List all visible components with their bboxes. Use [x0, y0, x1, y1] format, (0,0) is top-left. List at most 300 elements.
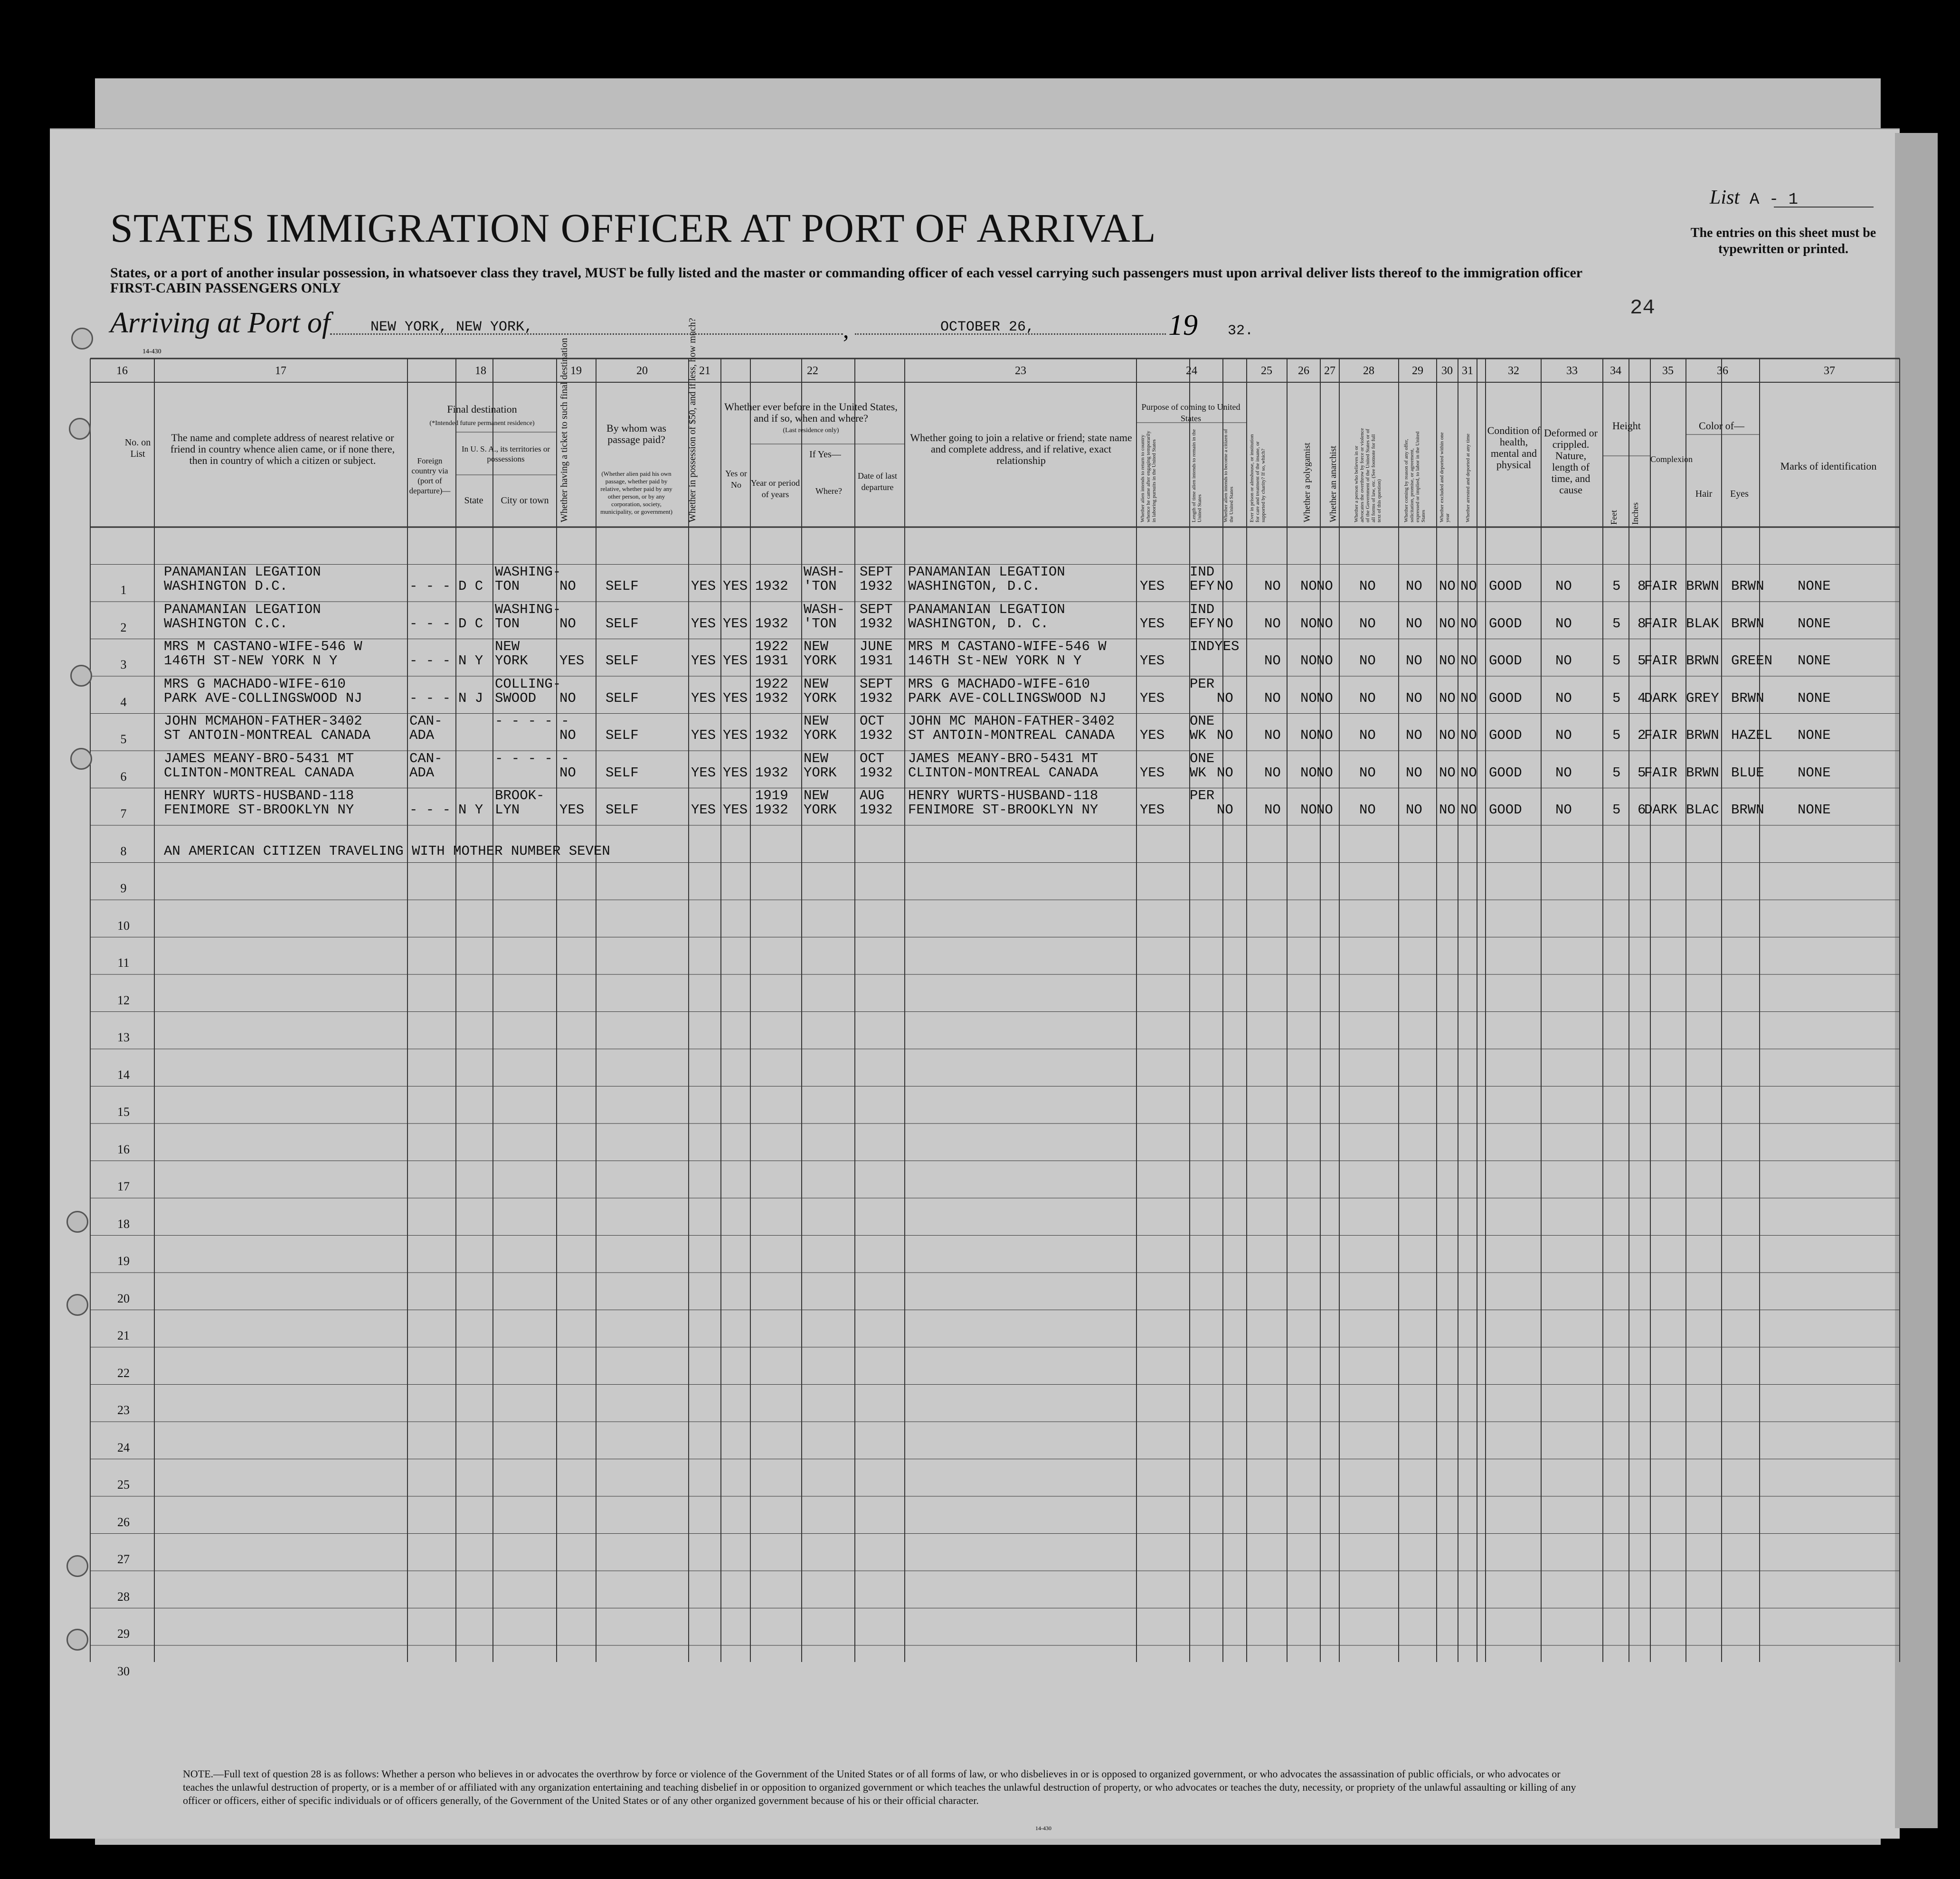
passage-paid-by: SELF [606, 802, 639, 818]
date-departure-1: JUNE [860, 639, 893, 654]
ticket: YES [559, 802, 585, 818]
relative-line-2: 146TH ST-NEW YORK N Y [164, 653, 338, 669]
foreign-country: - - - [409, 802, 451, 818]
ever-in-us: YES [723, 765, 748, 781]
where-2: YORK [804, 653, 837, 669]
where-2: YORK [804, 765, 837, 781]
fifty-dollars: YES [691, 765, 716, 781]
health: GOOD [1489, 690, 1522, 706]
row-number: 13 [117, 1030, 130, 1044]
relative-line-2: CLINTON-MONTREAL CANADA [164, 765, 354, 781]
page-title: STATES IMMIGRATION OFFICER AT PORT OF ARRIVAL [110, 205, 1156, 251]
relative-line-1: PANAMANIAN LEGATION [164, 601, 321, 617]
date-departure-1: AUG [860, 788, 885, 803]
date-departure-2: 1931 [860, 653, 893, 669]
join-relative-2: 146TH St-NEW YORK N Y [908, 653, 1082, 669]
fifty-dollars: YES [691, 615, 716, 632]
purpose-citizen: NO [1217, 578, 1233, 594]
eye-color: BRWN [1731, 802, 1764, 818]
column-number: 16 [116, 365, 128, 377]
eye-color: GREEN [1731, 653, 1773, 669]
purpose-return: YES [1140, 578, 1165, 594]
header-arrested: Whether arrested and deported at any time [1465, 434, 1471, 522]
column-number: 24 [1186, 365, 1197, 377]
fifty-dollars: YES [691, 578, 716, 594]
row-number: 21 [117, 1329, 130, 1342]
deformed: NO [1555, 615, 1572, 632]
excluded: NO [1439, 727, 1456, 743]
destination-state: D C [458, 615, 483, 632]
deformed: NO [1555, 727, 1572, 743]
relative-line-2: PARK AVE-COLLINGSWOOD NJ [164, 690, 362, 706]
purpose-return: YES [1140, 727, 1165, 743]
header-height: Height [1612, 420, 1641, 432]
eye-color: BRWN [1731, 690, 1764, 706]
header-foreign-country: Foreign country via (port of departure)— [409, 456, 451, 495]
where-1: NEW [804, 639, 829, 654]
anarchist: NO [1316, 727, 1333, 743]
header-where: Where? [815, 486, 842, 496]
relative-line-2: ST ANTOIN-MONTREAL CANADA [164, 727, 371, 743]
where-1: NEW [804, 713, 829, 729]
labor-offer: NO [1406, 578, 1422, 594]
destination-city-1: - - - - - [495, 713, 569, 729]
purpose-length-2: WK [1190, 727, 1206, 743]
relative-line-2: WASHINGTON D.C. [164, 578, 288, 594]
purpose-length-2: EFY [1190, 615, 1215, 632]
complexion: FAIR [1644, 653, 1677, 669]
health: GOOD [1489, 802, 1522, 818]
deformed: NO [1555, 578, 1572, 594]
row-number: 26 [117, 1515, 130, 1529]
foreign-country: CAN- ADA [409, 750, 443, 781]
arrested: NO [1460, 653, 1477, 669]
date-departure-1: OCT [860, 713, 885, 729]
eye-color: HAZEL [1731, 727, 1773, 743]
row-number: 24 [117, 1440, 130, 1454]
header-color-of: Color of— [1699, 420, 1744, 432]
row-number: 9 [120, 881, 127, 895]
header-if-yes: If Yes— [809, 449, 841, 460]
relative-line-1: MRS G MACHADO-WIFE-610 [164, 676, 346, 692]
foreign-country: - - - [409, 653, 451, 669]
destination-city-2: TON [495, 578, 520, 594]
header-overthrow: Whether a person who believes in or advocates the overthrow by force or violence of the Government of the United States or of all forms of law, etc. (See footnote for full text of this question) [1354, 428, 1382, 522]
relative-line-1: PANAMANIAN LEGATION [164, 564, 321, 580]
prison-almshouse: NO [1264, 765, 1281, 781]
height-inches: 2 [1638, 727, 1646, 743]
row-number: 3 [120, 658, 127, 671]
date-departure-2: 1932 [860, 727, 893, 743]
anarchist: NO [1316, 690, 1333, 706]
deformed: NO [1555, 653, 1572, 669]
destination-city-2: TON [495, 615, 520, 632]
header-passage-paid: By whom was passage paid? [606, 422, 666, 445]
arriving-label: Arriving at Port of [110, 307, 331, 339]
destination-state: D C [458, 578, 483, 594]
year-period: 1932 [755, 578, 788, 594]
overthrow: NO [1359, 690, 1376, 706]
row-number: 4 [120, 695, 127, 709]
header-no-on-list: No. on List [124, 437, 151, 459]
header-nearest-relative: The name and complete address of nearest relative or friend in country whence alien came, or if none there, then in country of which a citizen or subject. [170, 432, 395, 466]
row-number: 29 [117, 1627, 130, 1641]
marks-identification: NONE [1798, 765, 1831, 781]
excluded: NO [1439, 653, 1456, 669]
join-relative-2: FENIMORE ST-BROOKLYN NY [908, 802, 1098, 818]
purpose-citizen: NO [1217, 690, 1233, 706]
purpose-length-1: PER [1190, 676, 1215, 692]
column-number: 17 [275, 365, 286, 377]
relative-line-2: FENIMORE ST-BROOKLYN NY [164, 802, 354, 818]
hair-color: BLAC [1686, 802, 1719, 818]
health: GOOD [1489, 727, 1522, 743]
marks-identification: NONE [1798, 578, 1831, 594]
header-last-residence: (Last residence only) [783, 427, 839, 434]
header-passage-paid-sub: (Whether alien paid his own passage, whether paid by relative, whether paid by any other person, or by any corporation, society, municipality, or government) [600, 470, 672, 515]
header-deformed: Deformed or crippled. Nature, length of time, and cause [1543, 427, 1598, 496]
row-number: 11 [117, 956, 130, 970]
column-number: 29 [1412, 365, 1423, 377]
where-1: WASH- [804, 601, 845, 617]
header-final-destination: Final destination [447, 403, 517, 415]
column-number: 31 [1462, 365, 1473, 377]
form-number: 14-430 [142, 348, 161, 355]
column-number: 20 [636, 365, 648, 377]
header-purpose: Purpose of coming to United States [1141, 402, 1240, 423]
footnote-question-28: NOTE.—Full text of question 28 is as follows: Whether a person who believes in or advocates the overthrow by force or violence of the Government of the United States or of all forms of law, or who disbelieves in or is opposed to organized government, or who advocates the assassination of public officials, or who advocates or teaches the unlawful destruction of property, or is a member of or affiliated with any organization entertaining and teaching disbelief in or opposition to organized government or which teaches the unlawful destruction of property, or who advocates or teaches the duty, necessity, or propriety of the unlawful assaulting or killing of any officer or officers, either of specific individuals or of officers generally, of the Government of the United States or of any other organized government because of his or their official character. [183, 1768, 1576, 1806]
header-fifty-dollars: Whether in possession of $50, and if less, how much? [687, 318, 698, 522]
excluded: NO [1439, 765, 1456, 781]
overthrow: NO [1359, 615, 1376, 632]
ticket: NO [559, 765, 576, 781]
purpose-return: YES [1140, 802, 1165, 818]
health: GOOD [1489, 578, 1522, 594]
health: GOOD [1489, 765, 1522, 781]
binder-hole [69, 418, 91, 440]
purpose-length-1: PER [1190, 788, 1215, 803]
relative-line-1: HENRY WURTS-HUSBAND-118 [164, 788, 354, 803]
height-feet: 5 [1612, 578, 1621, 594]
year-period: 1932 [755, 765, 788, 781]
comma-1: , [843, 316, 849, 343]
purpose-return: YES [1140, 615, 1165, 632]
row-number: 6 [120, 769, 127, 784]
column-number: 33 [1566, 365, 1578, 377]
foreign-country: CAN- ADA [409, 713, 443, 743]
date-departure-1: SEPT [860, 564, 893, 580]
header-polygamist: Whether a polygamist [1302, 443, 1312, 522]
ever-in-us: YES [723, 802, 748, 818]
header-eyes: Eyes [1730, 489, 1749, 499]
header-final-destination-sub: (*Intended future permanent residence) [429, 420, 535, 427]
polygamist: NO [1300, 765, 1317, 781]
arrested: NO [1460, 578, 1477, 594]
header-hair: Hair [1695, 489, 1713, 499]
header-purpose-c: Whether alien intends to become a citizen of the United States [1223, 429, 1234, 522]
header-state: State [464, 495, 483, 506]
date-departure-2: 1932 [860, 578, 893, 594]
row-number: 8 [120, 844, 127, 858]
header-ticket: Whether having a ticket to such final destination [559, 338, 569, 522]
fifty-dollars: YES [691, 802, 716, 818]
column-number: 25 [1261, 365, 1272, 377]
binder-hole [70, 665, 92, 687]
header-city: City or town [501, 495, 549, 506]
year-period: 1932 [755, 727, 788, 743]
passage-paid-by: SELF [606, 765, 639, 781]
anarchist: NO [1316, 653, 1333, 669]
anarchist: NO [1316, 615, 1333, 632]
complexion: FAIR [1644, 765, 1677, 781]
binder-hole [71, 328, 93, 349]
header-year-period: Year or period of years [750, 478, 800, 499]
ever-in-us: YES [723, 690, 748, 706]
join-relative-1: JAMES MEANY-BRO-5431 MT [908, 750, 1098, 766]
health: GOOD [1489, 653, 1522, 669]
where-1: NEW [804, 750, 829, 766]
column-number: 37 [1824, 365, 1835, 377]
height-feet: 5 [1612, 802, 1621, 818]
header-excluded: Whether excluded and deported within one year [1439, 432, 1450, 522]
header-purpose-a: Whether alien intends to return to country whence he came after engaging temporarily in laboring pursuits in the United States [1140, 431, 1157, 522]
purpose-citizen: NO [1217, 802, 1233, 818]
binder-hole [66, 1555, 88, 1577]
complexion: FAIR [1644, 578, 1677, 594]
header-join-relative: Whether going to join a relative or friend; state name and complete address, and if relative, exact relationship [910, 432, 1132, 466]
complexion: DARK [1644, 690, 1677, 706]
eye-color: BLUE [1731, 765, 1764, 781]
destination-city-1: NEW [495, 639, 520, 654]
eye-color: BRWN [1731, 615, 1764, 632]
row-number: 15 [117, 1105, 130, 1119]
purpose-citizen: NO [1217, 727, 1233, 743]
year-period: 1932 [755, 615, 788, 632]
row-number: 20 [117, 1291, 130, 1305]
header-anarchist: Whether an anarchist [1328, 445, 1338, 522]
polygamist: NO [1300, 802, 1317, 818]
date-departure-2: 1932 [860, 765, 893, 781]
complexion: FAIR [1644, 727, 1677, 743]
date-departure-1: SEPT [860, 676, 893, 692]
fifty-dollars: YES [691, 690, 716, 706]
prison-almshouse: NO [1264, 615, 1281, 632]
join-relative-1: MRS G MACHADO-WIFE-610 [908, 676, 1090, 692]
where-2: YORK [804, 727, 837, 743]
where-1: NEW [804, 676, 829, 692]
list-label: List A - 1 [1710, 187, 1799, 209]
labor-offer: NO [1406, 802, 1422, 818]
hair-color: BRWN [1686, 727, 1719, 743]
binder-hole [66, 1629, 88, 1651]
join-relative-2: CLINTON-MONTREAL CANADA [908, 765, 1098, 781]
binder-hole [70, 748, 92, 770]
excluded: NO [1439, 615, 1456, 632]
header-in-usa: In U. S. A., its territories or possessions [461, 444, 550, 463]
overthrow: NO [1359, 802, 1376, 818]
date-departure-1: OCT [860, 750, 885, 766]
foreign-country: - - - [409, 578, 451, 594]
join-relative-1: PANAMANIAN LEGATION [908, 601, 1065, 617]
purpose-citizen: NO [1217, 615, 1233, 632]
arrested: NO [1460, 765, 1477, 781]
header-health: Condition of health, mental and physical [1487, 425, 1541, 471]
foreign-country: - - - [409, 690, 451, 706]
purpose-return: YES [1140, 690, 1165, 706]
join-relative-2: ST ANTOIN-MONTREAL CANADA [908, 727, 1115, 743]
header-ever-before-us: Whether ever before in the United States, and if so, when and where? [724, 401, 898, 424]
header-prison: Ever in prison or almshouse, or institution for care and treatment of the insane, or supported by charity? If so, which? [1249, 434, 1266, 522]
height-feet: 5 [1612, 690, 1621, 706]
relative-line-1: JAMES MEANY-BRO-5431 MT [164, 750, 354, 766]
row-number: 22 [117, 1366, 130, 1380]
header-yes-no: Yes or No [725, 469, 747, 490]
list-value: A - 1 [1750, 191, 1799, 209]
arrested: NO [1460, 727, 1477, 743]
purpose-length-1: INDYES [1190, 639, 1240, 654]
foreign-country: - - - [409, 615, 451, 632]
join-relative-1: HENRY WURTS-HUSBAND-118 [908, 788, 1098, 803]
purpose-citizen: NO [1217, 765, 1233, 781]
where-2: YORK [804, 690, 837, 706]
prison-almshouse: NO [1264, 802, 1281, 818]
ever-in-us: YES [723, 578, 748, 594]
column-number: 19 [570, 365, 582, 377]
prison-almshouse: NO [1264, 653, 1281, 669]
excluded: NO [1439, 690, 1456, 706]
prison-almshouse: NO [1264, 690, 1281, 706]
overthrow: NO [1359, 765, 1376, 781]
destination-city-1: - - - - - [495, 750, 569, 766]
row-number: 27 [117, 1552, 130, 1566]
purpose-length-1: ONE [1190, 750, 1215, 766]
destination-state: N Y [458, 653, 483, 669]
row-number: 19 [117, 1254, 130, 1268]
column-number: 30 [1441, 365, 1453, 377]
where-2: 'TON [804, 615, 837, 632]
column-number: 28 [1363, 365, 1374, 377]
subtitle-line-1: States, or a port of another insular possession, in whatsoever class they travel, MUST be fully listed and the master or commanding officer of each vessel carrying such passengers must upon arrival deliver lists thereof to the immigration officer [110, 265, 1583, 281]
column-number: 34 [1610, 365, 1621, 377]
relative-line-1: JOHN MCMAHON-FATHER-3402 [164, 713, 362, 729]
height-inches: 6 [1638, 802, 1646, 818]
year-period: 1919 1932 [755, 788, 788, 818]
row-number: 5 [120, 732, 127, 746]
fifty-dollars: YES [691, 653, 716, 669]
column-number: 32 [1508, 365, 1519, 377]
header-labor-offer: Whether coming by reason of any offer, solicitation, promise, or agreement, expressed or implied, to labor in the United States [1403, 431, 1426, 522]
year-suffix: 32. [1228, 323, 1254, 339]
page-number: 24 [1630, 296, 1655, 320]
row-number: 1 [120, 583, 127, 597]
marks-identification: NONE [1798, 727, 1831, 743]
hair-color: BLAK [1686, 615, 1719, 632]
hair-color: BRWN [1686, 578, 1719, 594]
height-inches: 8 [1638, 615, 1646, 632]
purpose-length-1: ONE [1190, 713, 1215, 729]
health: GOOD [1489, 615, 1522, 632]
height-feet: 5 [1612, 653, 1621, 669]
header-purpose-b: Length of time alien intends to remain in the United States [1191, 429, 1203, 522]
ticket: NO [559, 578, 576, 594]
deformed: NO [1555, 765, 1572, 781]
marks-identification: NONE [1798, 653, 1831, 669]
hair-color: BRWN [1686, 653, 1719, 669]
join-relative-1: PANAMANIAN LEGATION [908, 564, 1065, 580]
footer-form-number: 14-430 [1035, 1825, 1051, 1832]
purpose-length-2: WK [1190, 765, 1206, 781]
header-inches: Inches [1630, 502, 1640, 525]
passage-paid-by: SELF [606, 727, 639, 743]
row-number: 30 [117, 1664, 130, 1678]
row-number: 12 [117, 993, 130, 1007]
date-departure-2: 1932 [860, 690, 893, 706]
relative-line-1: MRS M CASTANO-WIFE-546 W [164, 639, 362, 654]
date-departure-2: 1932 [860, 802, 893, 818]
row-number: 17 [117, 1180, 130, 1193]
date-departure-1: SEPT [860, 601, 893, 617]
height-feet: 5 [1612, 615, 1621, 632]
date-value: OCTOBER 26, [940, 319, 1035, 335]
row-number: 28 [117, 1589, 130, 1604]
row-number: 10 [117, 918, 130, 933]
destination-city-1: WASHING- [495, 601, 561, 617]
destination-city-1: BROOK- [495, 788, 545, 803]
row-8-note: AN AMERICAN CITIZEN TRAVELING WITH MOTHER NUMBER SEVEN [164, 843, 610, 859]
binder-hole [66, 1294, 88, 1316]
purpose-length-1: IND [1190, 601, 1215, 617]
arrested: NO [1460, 615, 1477, 632]
overthrow: NO [1359, 727, 1376, 743]
row-number: 14 [117, 1067, 130, 1082]
where-2: YORK [804, 802, 837, 818]
passage-paid-by: SELF [606, 578, 639, 594]
relative-line-2: WASHINGTON C.C. [164, 615, 288, 632]
destination-city-2: SWOOD [495, 690, 537, 706]
row-number: 18 [117, 1217, 130, 1231]
polygamist: NO [1300, 690, 1317, 706]
marks-identification: NONE [1798, 802, 1831, 818]
header-marks: Marks of identification [1780, 460, 1877, 472]
year-prefix: 19 [1168, 309, 1198, 341]
destination-city-2: LYN [495, 802, 520, 818]
excluded: NO [1439, 802, 1456, 818]
polygamist: NO [1300, 727, 1317, 743]
destination-city-2: YORK [495, 653, 528, 669]
column-number: 22 [807, 365, 818, 377]
excluded: NO [1439, 578, 1456, 594]
row-number: 23 [117, 1403, 130, 1417]
header-complexion: Complexion [1650, 454, 1693, 464]
prison-almshouse: NO [1264, 727, 1281, 743]
entries-note: The entries on this sheet must be typewritten or printed. [1690, 226, 1876, 256]
column-number: 35 [1662, 365, 1674, 377]
labor-offer: NO [1406, 690, 1422, 706]
header-date-departure: Date of last departure [858, 471, 897, 492]
height-feet: 5 [1612, 727, 1621, 743]
ticket: NO [559, 615, 576, 632]
column-number: 27 [1324, 365, 1335, 377]
join-relative-2: WASHINGTON, D.C. [908, 578, 1041, 594]
anarchist: NO [1316, 578, 1333, 594]
ticket: NO [559, 727, 576, 743]
where-1: NEW [804, 788, 829, 803]
overthrow: NO [1359, 653, 1376, 669]
date-departure-2: 1932 [860, 615, 893, 632]
header-feet: Feet [1609, 510, 1619, 525]
polygamist: NO [1300, 653, 1317, 669]
column-number: 21 [699, 365, 710, 377]
